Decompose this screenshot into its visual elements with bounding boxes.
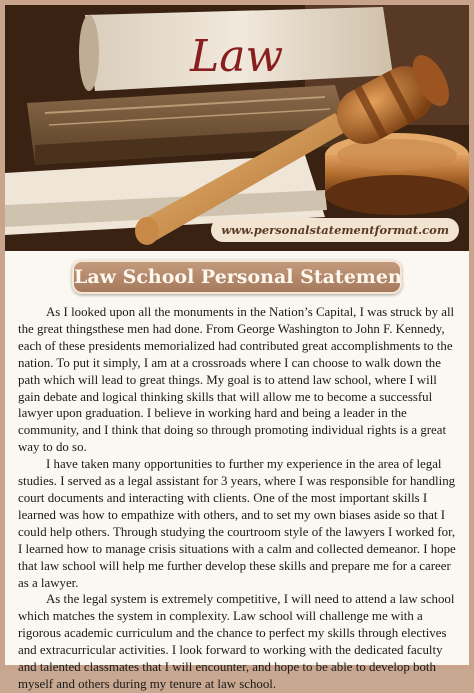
paragraph: As I looked upon all the monuments in the Nation’s Capital, I was struck by all the great thingsthese men had done. From George Washington to John F. Kennedy, each of these presidents memorialized had contributed great accomplishments to the nation. To put it simply, I am at a crossroads where I can choose to walk down the path which will lead to great things. My goal is to attend law school, where I will gain debate and logical thinking skills that will allow me to become a successful lawyer upon graduation. I believe in working hard and being a leader in the community, and I think that doing so through promoting individual rights is a great way to do so. <box>18 305 455 455</box>
paragraph: I have taken many opportunities to further my experience in the area of legal studies. I served as a legal assistant for 3 years, where I was responsible for handling court documents and interacting with clients. One of the most important skills I learned was how to empathize with others, and to set my own biases aside so that I could help others. Through studying the courtroom style of the lawyers I worked for, I learned how to manage crisis situations with a calm and collected demeanor. I hope that law school will help me further develop these skills and prepare me for a career as a lawyer. <box>18 457 456 590</box>
document-body <box>18 304 460 693</box>
paragraph: As the legal system is extremely competitive, I will need to attend a law school which matches the system in complexity. Law school will challenge me with a rigorous academic curriculum and the chance to perfect my skills through electives and extracurricular activities. I look forward to working with the dedicated faculty and talented classmates that I will encounter, and hope to be able to develop both myself and others during my tenure at law school. <box>18 592 455 691</box>
header-photo <box>5 5 469 251</box>
website-url-badge: www.personalstatementformat.com <box>211 218 459 242</box>
sound-block <box>325 133 469 215</box>
document-title: Law School Personal Statement <box>72 260 402 294</box>
gavel-and-books-illustration <box>5 5 469 251</box>
paper-word: Law <box>190 31 284 82</box>
